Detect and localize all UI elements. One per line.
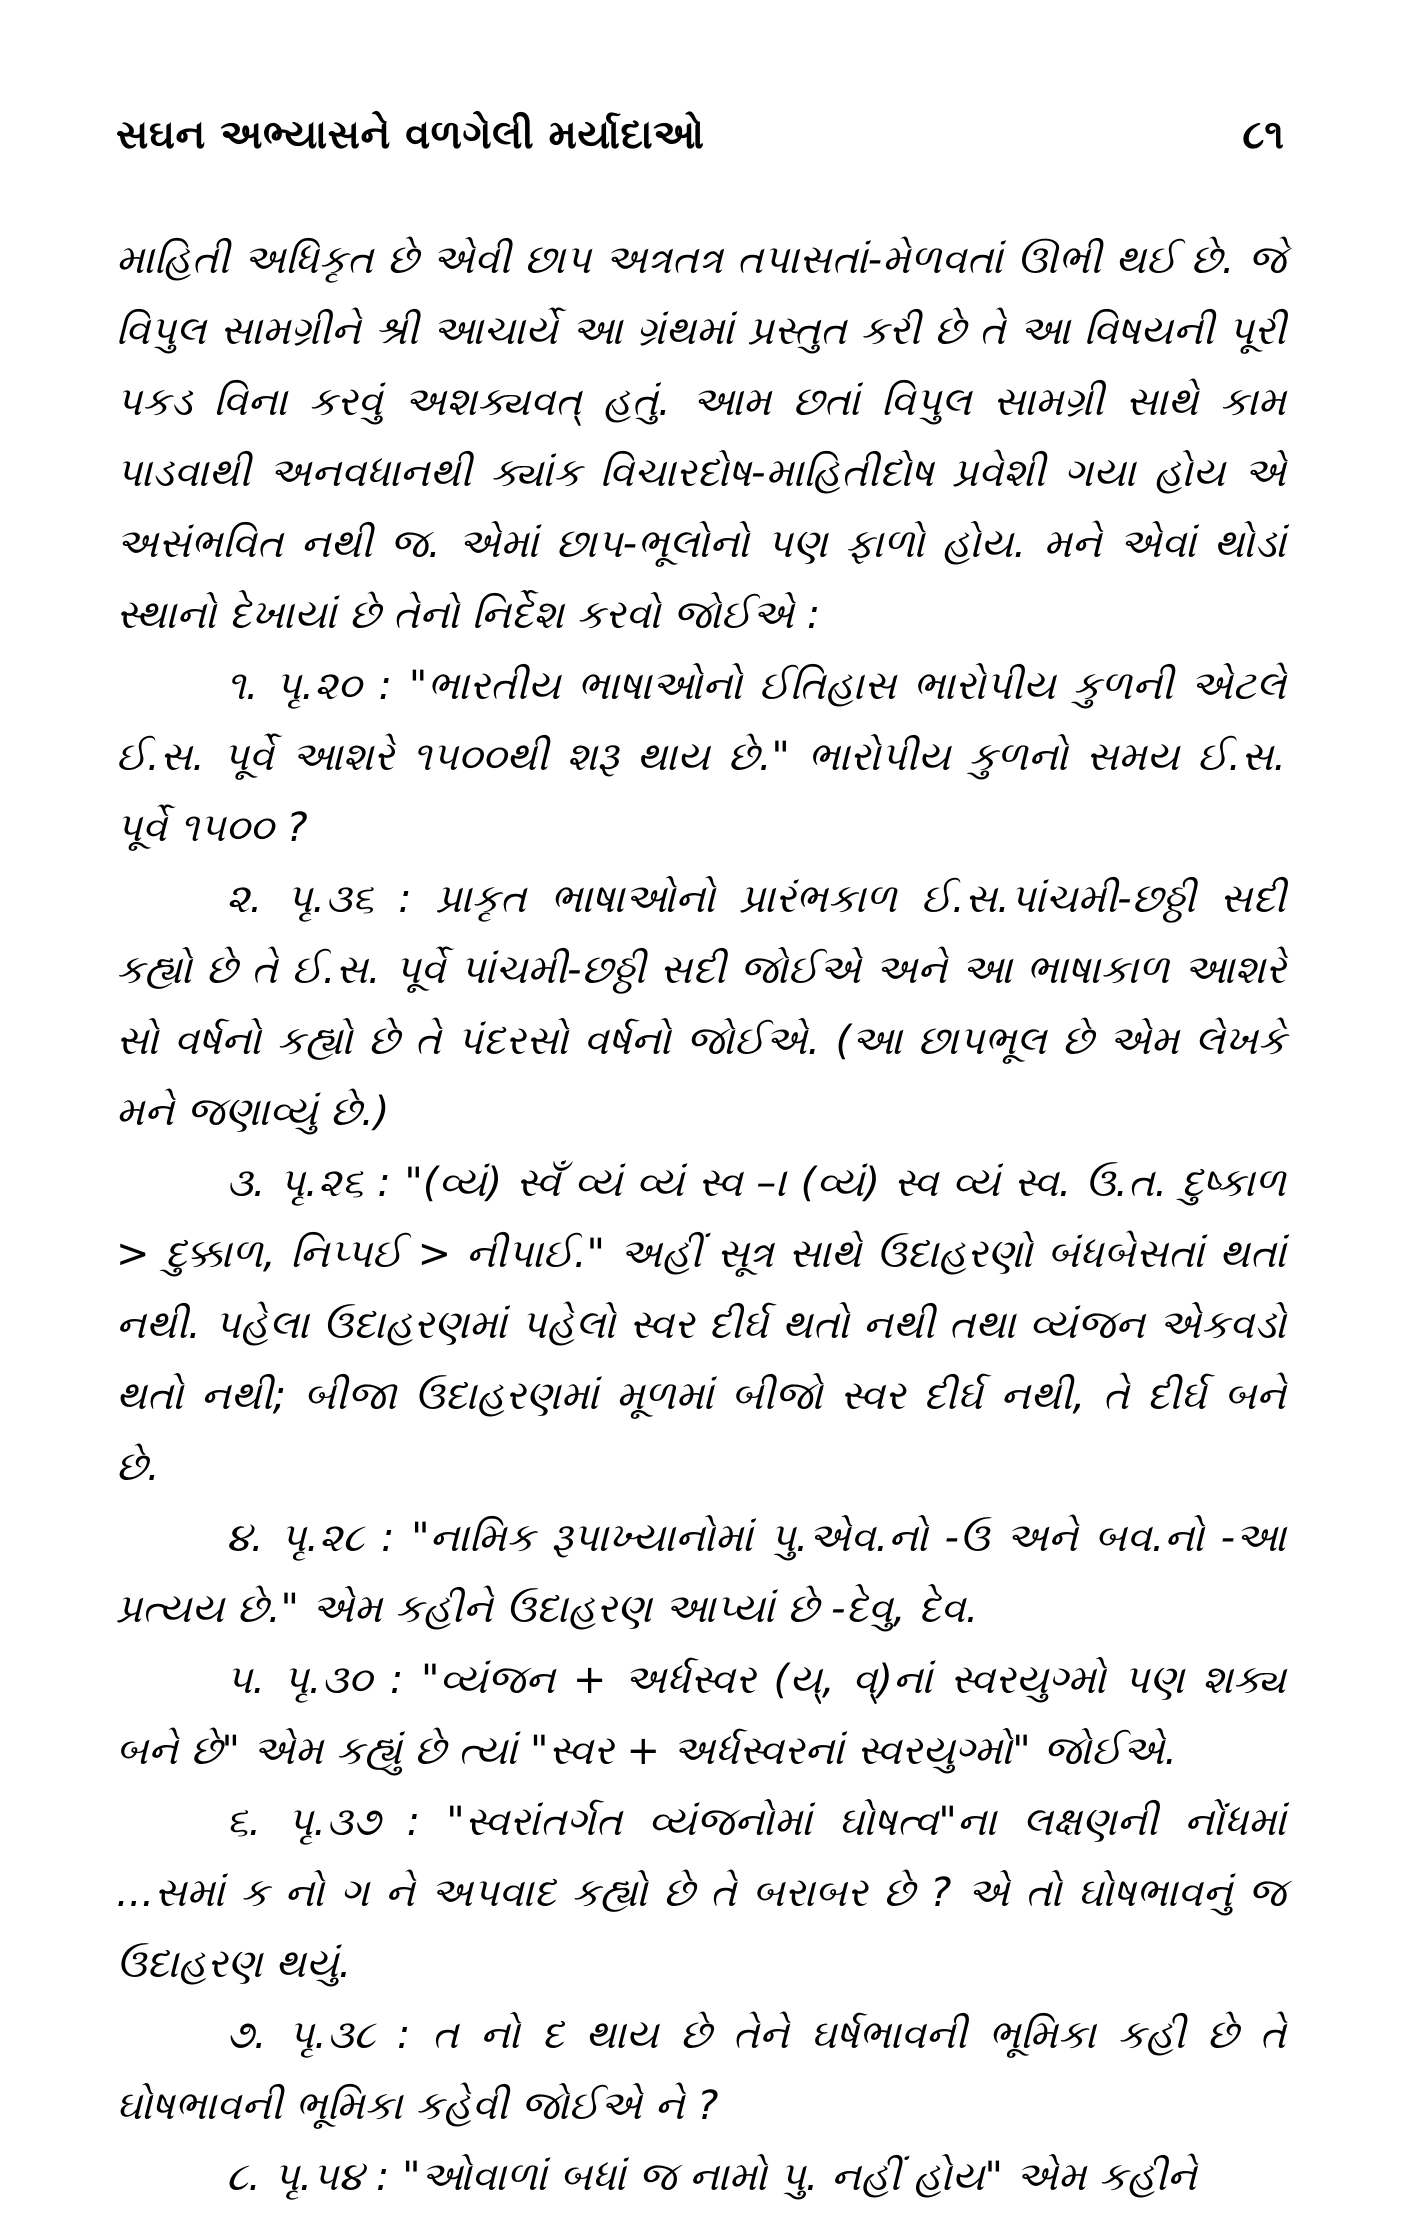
paragraph-item-5: ૫. પૃ.૩૦ : "વ્યંજન + અર્ધસ્વર (ય્, વ્)નાં સ્વરયુગ્મો પણ શક્ય બને છે" એમ કહ્યું છે ત્યાં "સ્વર + અર્ધસ્વરનાં સ્વરયુગ્મો" જોઈએ. [116, 1657, 1286, 1774]
paragraph-item-6: ૬. પૃ.૩૭ : "સ્વરાંતર્ગત વ્યંજનોમાં ઘોષત્વ"ના લક્ષણની નોંધમાં ...સમાં ક નો ગ ને અપવાદ કહ્યો છે તે બરાબર છે ? એ તો ઘોષભાવનું જ ઉદાહરણ થયું. [116, 1799, 1286, 1987]
running-header [116, 100, 1284, 170]
paragraph-item-7: ૭. પૃ.૩૮ : ત નો દ થાય છે તેને ઘર્ષભાવની ભૂમિકા કહી છે તે ઘોષભાવની ભૂમિકા કહેવી જોઈએ ને ? [116, 2012, 1286, 2129]
body-text [116, 225, 1286, 2213]
running-title: સઘન અભ્યાસને વળગેલી મર્યાદાઓ [116, 112, 705, 158]
paragraph-item-8: ૮. પૃ.૫૪ : "ઓવાળાં બધાં જ નામો પુ. નહીં હોય" એમ કહીને [226, 2154, 1197, 2200]
paragraph-intro: માહિતી અધિકૃત છે એવી છાપ અત્રતત્ર તપાસતાં-મેળવતાં ઊભી થઈ છે. જે વિપુલ સામગ્રીને શ્રી આચાર્યે આ ગ્રંથમાં પ્રસ્તુત કરી છે તે આ વિષયની પૂરી પકડ વિના કરવું અશક્યવત્ હતું. આમ છતાં વિપુલ સામગ્રી સાથે કામ પાડવાથી અનવધાનથી ક્યાંક વિચારદોષ-માહિતીદોષ પ્રવેશી ગયા હોય એ અસંભવિત નથી જ. એમાં છાપ-ભૂલોનો પણ ફાળો હોય. મને એવાં થોડાં સ્થાનો દેખાયાં છે તેનો નિર્દેશ કરવો જોઈએ : [116, 237, 1286, 638]
paragraph-item-2: ૨. પૃ.૩૬ : પ્રાકૃત ભાષાઓનો પ્રારંભકાળ ઈ.સ.પાંચમી-છઠ્ઠી સદી કહ્યો છે તે ઈ.સ. પૂર્વે પાંચમી-છઠ્ઠી સદી જોઈએ અને આ ભાષાકાળ આશરે સો વર્ષનો કહ્યો છે તે પંદરસો વર્ષનો જોઈએ. (આ છાપભૂલ છે એમ લેખકે મને જણાવ્યું છે.) [116, 876, 1286, 1135]
paragraph-item-4: ૪. પૃ.૨૮ : "નામિક રૂપાખ્યાનોમાં પુ.એવ.નો -ઉ અને બવ.નો -આ પ્રત્યય છે." એમ કહીને ઉદાહરણ આપ્યાં છે -દેવુ, દેવ. [116, 1515, 1286, 1632]
page-number: ૮૧ [1242, 112, 1284, 158]
paragraph-item-3: ૩. પૃ.૨૬ : "(વ્યં) સ્વઁ વ્યં વ્યં સ્વ –। (વ્યં) સ્વ વ્યં સ્વ. ઉ.ત. દુષ્કાળ > દુક્કાળ, નિપ્પઈ > નીપાઈ." અહીં સૂત્ર સાથે ઉદાહરણો બંધબેસતાં થતાં નથી. પહેલા ઉદાહરણમાં પહેલો સ્વર દીર્ઘ થતો નથી તથા વ્યંજન એકવડો થતો નથી; બીજા ઉદાહરણમાં મૂળમાં બીજો સ્વર દીર્ઘ નથી, તે દીર્ઘ બને છે. [116, 1160, 1286, 1490]
paragraph-item-1: ૧. પૃ.૨૦ : "ભારતીય ભાષાઓનો ઈતિહાસ ભારોપીય કુળની એટલે ઈ.સ. પૂર્વે આશરે ૧૫૦૦થી શરૂ થાય છે." ભારોપીય કુળનો સમય ઈ.સ. પૂર્વે ૧૫૦૦ ? [116, 663, 1286, 851]
